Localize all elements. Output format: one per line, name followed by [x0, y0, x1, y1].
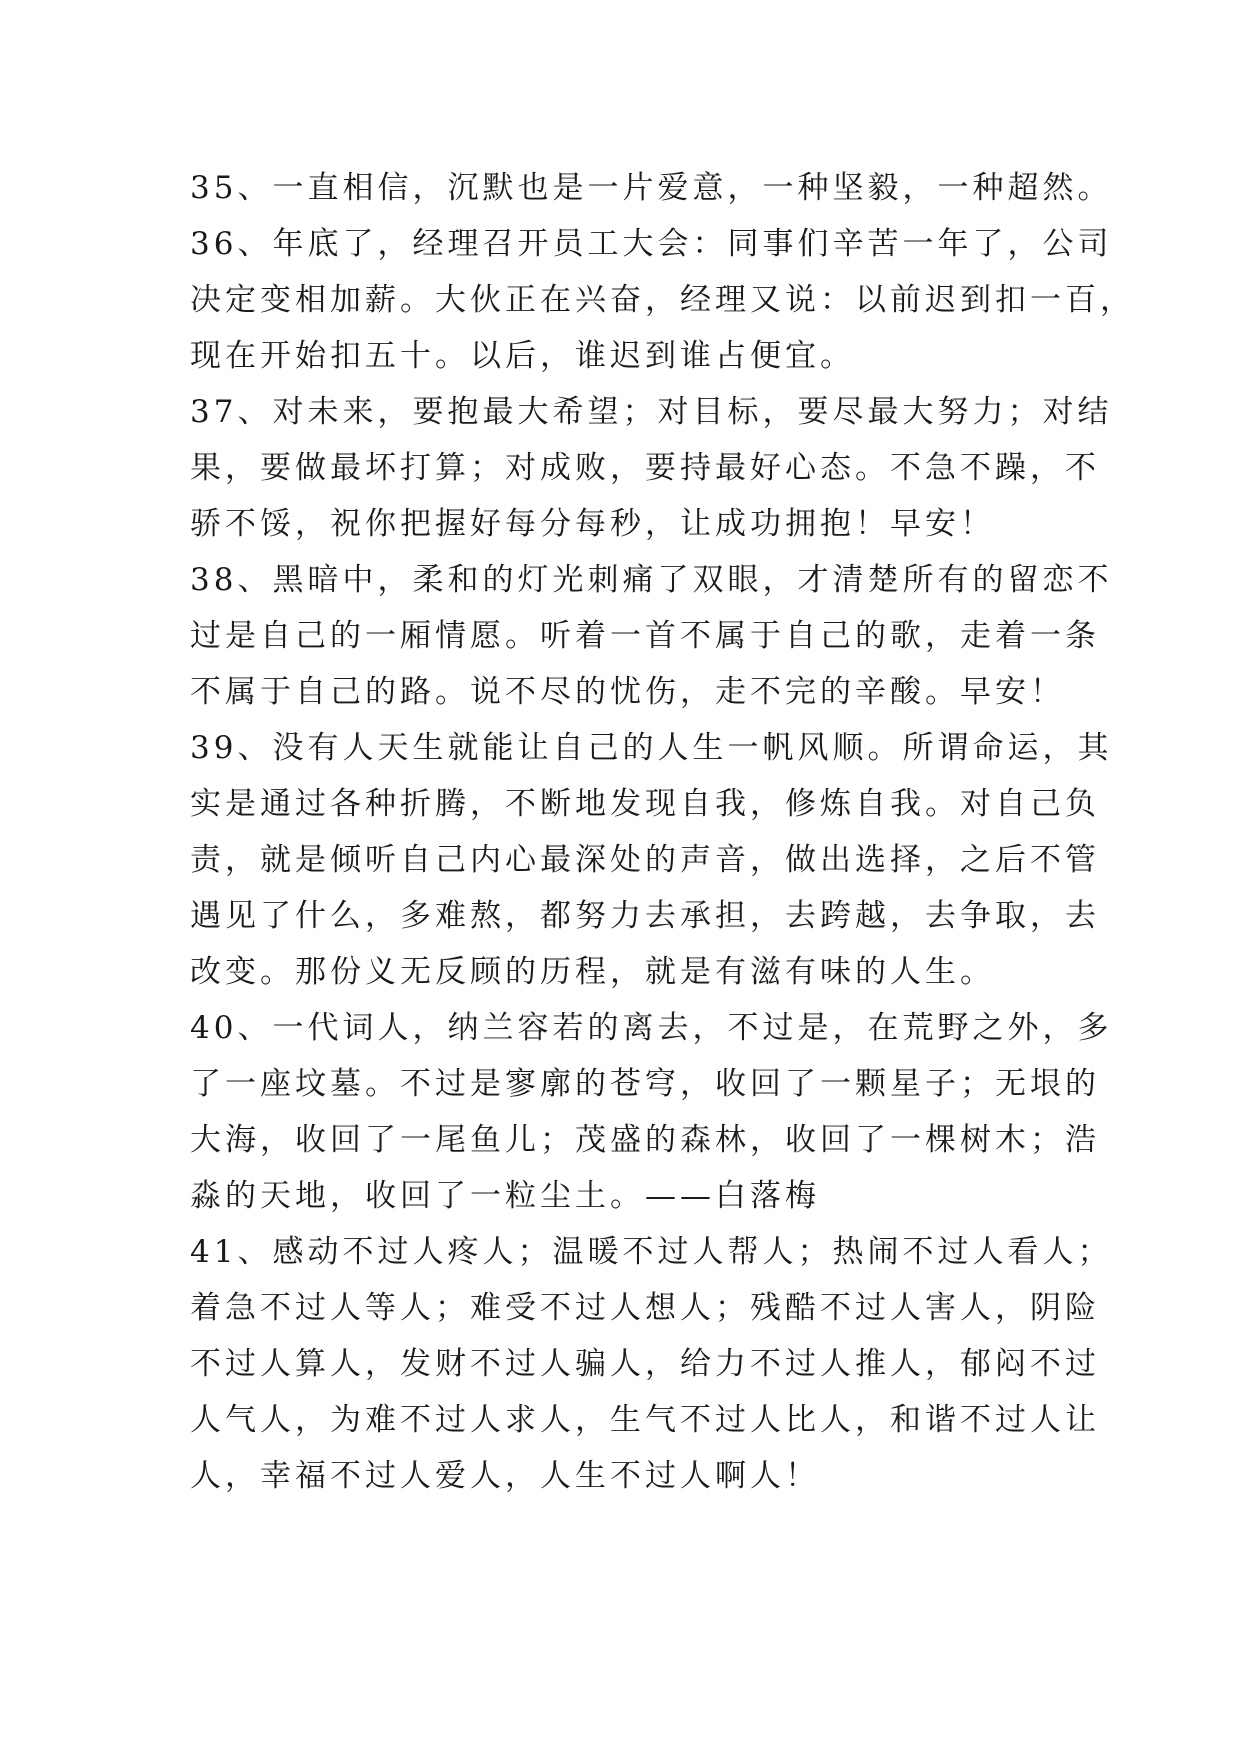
document-body	[190, 160, 1135, 1504]
text-line: 了一座坟墓。不过是寥廓的苍穹，收回了一颗星子；无垠的	[190, 1066, 1100, 1102]
text-line: 39、没有人天生就能让自己的人生一帆风顺。所谓命运，其	[190, 730, 1113, 766]
text-line: 40、一代词人，纳兰容若的离去，不过是，在荒野之外，多	[190, 1010, 1113, 1046]
text-line: 责，就是倾听自己内心最深处的声音，做出选择，之后不管	[190, 842, 1100, 878]
text-line: 着急不过人等人；难受不过人想人；残酷不过人害人，阴险	[190, 1290, 1100, 1326]
text-line: 37、对未来，要抱最大希望；对目标，要尽最大努力；对结	[190, 394, 1113, 430]
text-line: 人，幸福不过人爱人，人生不过人啊人！	[190, 1458, 820, 1494]
text-line: 现在开始扣五十。以后，谁迟到谁占便宜。	[190, 338, 855, 374]
text-line: 人气人，为难不过人求人，生气不过人比人，和谐不过人让	[190, 1402, 1100, 1438]
text-line: 改变。那份义无反顾的历程，就是有滋有味的人生。	[190, 954, 995, 990]
text-line: 不过人算人，发财不过人骗人，给力不过人推人，郁闷不过	[190, 1346, 1100, 1382]
text-line: 过是自己的一厢情愿。听着一首不属于自己的歌，走着一条	[190, 618, 1100, 654]
text-line: 不属于自己的路。说不尽的忧伤，走不完的辛酸。早安！	[190, 674, 1065, 710]
text-line: 36、年底了，经理召开员工大会：同事们辛苦一年了，公司	[190, 226, 1113, 262]
text-line: 41、感动不过人疼人；温暖不过人帮人；热闹不过人看人；	[190, 1234, 1113, 1270]
text-line: 大海，收回了一尾鱼儿；茂盛的森林，收回了一棵树木；浩	[190, 1122, 1100, 1158]
text-line: 遇见了什么，多难熬，都努力去承担，去跨越，去争取，去	[190, 898, 1100, 934]
text-line: 果，要做最坏打算；对成败，要持最好心态。不急不躁，不	[190, 450, 1100, 486]
text-line: 35、一直相信，沉默也是一片爱意，一种坚毅，一种超然。	[190, 170, 1113, 206]
text-line: 38、黑暗中，柔和的灯光刺痛了双眼，才清楚所有的留恋不	[190, 562, 1113, 598]
text-line: 骄不馁，祝你把握好每分每秒，让成功拥抱！早安！	[190, 506, 995, 542]
text-line: 决定变相加薪。大伙正在兴奋，经理又说：以前迟到扣一百，	[190, 282, 1135, 318]
text-line: 淼的天地，收回了一粒尘土。——白落梅	[190, 1178, 820, 1214]
text-line: 实是通过各种折腾，不断地发现自我，修炼自我。对自己负	[190, 786, 1100, 822]
